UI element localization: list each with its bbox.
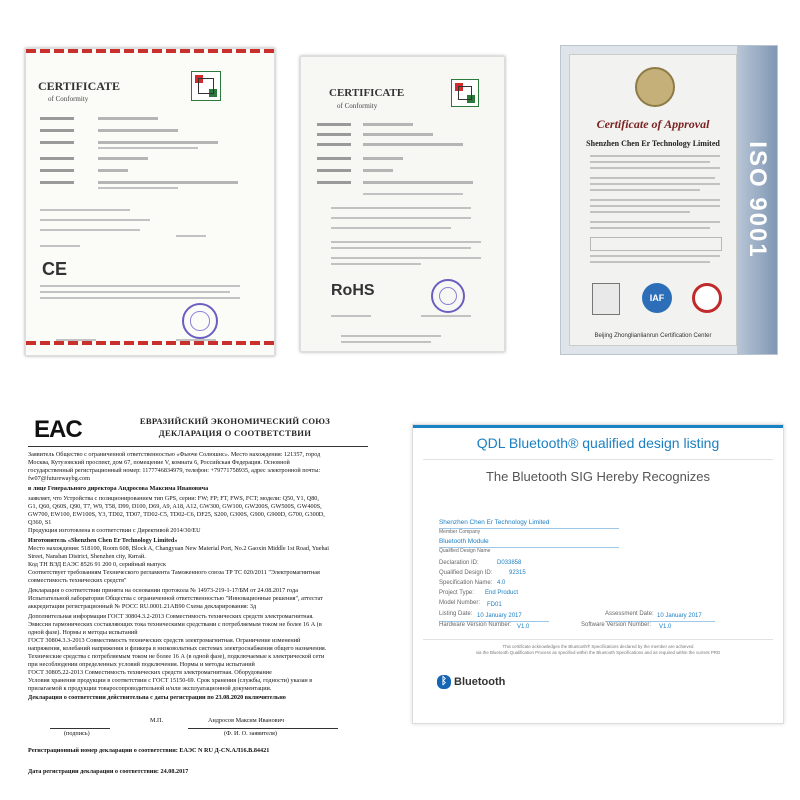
hardware-version-label: Hardware Version Number:: [439, 622, 512, 628]
declaration-line: Технические средства с потребляемым током не более 16 А (в одной фазе), подключаемые к электрической сети: [28, 653, 325, 660]
certificate-subtitle: of Conformity: [48, 95, 89, 103]
field-value: 92315: [509, 570, 526, 576]
footer-line: This certificate acknowledges the Bluetooth® Specifications declared by the member are achieved: [502, 644, 694, 649]
declaration-line: Условия хранения продукции в соответствии с ГОСТ 15150-69. Срок хранения (службы, годности) указан в: [28, 677, 313, 684]
declaration-line: Продукция изготовлена в соответствии с Директивой 2014/30/EU: [28, 527, 201, 534]
field-label: Declaration ID:: [439, 560, 479, 566]
declaration-line: Код ТН ВЭД ЕАЭС 8526 91 200 0, серийный выпуск: [28, 561, 167, 568]
software-version: V1.0: [659, 624, 672, 630]
declaration-line: Испытательной лаборатории Общества с ограниченной ответственностью "Инновационные решения", аттестат: [28, 595, 323, 602]
certification-body-icon: [592, 283, 620, 315]
certificate-title: Certificate of Approval: [596, 117, 710, 131]
qdl-title: QDL Bluetooth® qualified design listing: [476, 435, 720, 451]
top-stripe: [26, 49, 274, 53]
bottom-stripe: [26, 341, 274, 345]
ce-certificate-image: [25, 48, 275, 356]
iaf-badge: IAF: [642, 283, 672, 313]
declaration-line: fw07@futurewaybg.com: [28, 475, 90, 482]
rohs-certificate-image: [300, 56, 505, 352]
iso-certificate-image: [560, 45, 778, 355]
accreditation-badge: [692, 283, 722, 313]
ce-mark: CE: [42, 259, 68, 279]
declaration-line: при несоблюдении определенных условий подключения. Нормы и методы испытаний: [28, 661, 255, 668]
field-label: Project Type:: [439, 590, 474, 596]
assessment-date: 10 January 2017: [657, 613, 702, 619]
member-company-label: Member Company: [439, 529, 481, 535]
signature-label: (подпись): [64, 730, 90, 737]
rohs-mark: RoHS: [331, 282, 375, 299]
registration-date: Дата регистрации декларации о соответствии: 24.08.2017: [28, 768, 189, 775]
qdl-subtitle: The Bluetooth SIG Hereby Recognizes: [485, 469, 710, 484]
emblem-icon: [635, 67, 675, 107]
hardware-version: V1.0: [517, 624, 530, 630]
declaration-line: G1, Q60, Q60S, Q90, T7, W9, T58, D99, D100, D69, A9, A18, A12, GW300, GW100, GW200S, GW500S, GW400S,: [28, 503, 322, 510]
declaration-line: ГОСТ 30805.22-2013 Совместимость технических средств электромагнитная. Оборудование: [28, 669, 272, 676]
assessment-date-label: Assessment Date:: [605, 611, 654, 617]
union-title: ЕВРАЗИЙСКИЙ ЭКОНОМИЧЕСКИЙ СОЮЗ: [139, 416, 331, 426]
declaration-line: в лице Генерального директора Андросова Максима Ивановича: [28, 485, 209, 492]
certificate-title: CERTIFICATE: [329, 87, 405, 99]
declaration-line: совместимость технических средств": [28, 577, 127, 584]
certification-center: Beijing Zhonglianlianrun Certification Center: [594, 333, 712, 339]
declaration-line: напряжения, колебаний напряжения и фликера в низковольтных системах электроснабжения общего назначения.: [28, 645, 327, 652]
declaration-line: Дополнительная информация ГОСТ 30804.3.2-2013 Совместимость технических средств электромагнитная.: [28, 613, 314, 620]
declaration-line: Изготовитель «Shenzhen Chen Er Technology Limited»: [28, 537, 178, 544]
declaration-line: Москва, Кутузовский проспект, дом 67, помещение V, комната 6, Российская Федерация. Основной: [28, 459, 290, 466]
company-name: Shenzhen Chen Er Technology Limited: [586, 139, 720, 148]
software-version-label: Software Version Number:: [581, 622, 652, 628]
eac-declaration: [28, 398, 368, 798]
listing-date: 10 January 2017: [477, 613, 522, 619]
declaration-line: Street, Nanshan District, Shenzhen city, Китай.: [28, 553, 146, 560]
declaration-line: Q360, S1: [28, 519, 52, 526]
declaration-line: ГОСТ 30804.3.3-2013 Совместимость технических средств электромагнитная. Ограничение изменений: [28, 637, 301, 644]
declaration-line: GW700, EW100, EW100S, Y3, TD02, TD07, TD02-C5, TD02-C6, DF25, S200, G300S, G900, G900D, G700, G300D,: [28, 511, 325, 518]
design-name: Bluetooth Module: [439, 538, 489, 545]
declaration-line: Эмиссия гармонических составляющих тока техническими средствами с потребляемым током не более 16 А (в: [28, 621, 322, 628]
declaration-line: прилагаемой к продукции товаросопроводительной и/или эксплуатационной документации.: [28, 685, 272, 692]
iso-side-label: ISO 9001: [744, 141, 771, 259]
bluetooth-qdl-certificate: [412, 424, 784, 724]
declaration-line: аккредитации регистрационный № РОСС RU.0001.21АВ90 Схема декларирования: 3д: [28, 603, 257, 610]
field-value: FD01: [487, 602, 502, 608]
bluetooth-icon: ᛒ: [437, 675, 451, 689]
declaration-line: Соответствует требованиям Технического регламента Таможенного союза ТР ТС 020/2011 "Электромагнитная: [28, 569, 320, 576]
member-company: Shenzhen Chen Er Technology Limited: [439, 519, 550, 526]
certificate-title: CERTIFICATE: [38, 79, 121, 93]
design-name-label: Qualified Design Name: [439, 548, 491, 554]
field-value: 4.0: [497, 580, 506, 586]
field-value: D033858: [497, 560, 522, 566]
field-label: Specification Name:: [439, 580, 493, 586]
applicant-name: Андросов Максим Иванович: [208, 717, 285, 724]
declaration-line: заявляет, что Устройства с позиционированием тип GPS, серии: FW; FP; FT, FWS, FCT; модели: Q50, Y1, Q80,: [28, 495, 319, 502]
declaration-line: Декларация о соответствии действительна с даты регистрации по 23.08.2020 включительно: [28, 694, 286, 701]
eac-logo: EAC: [34, 416, 82, 443]
registration-number: Регистрационный номер декларации о соответствии: ЕАЭС N RU Д-CN.АЛ16.В.84421: [28, 747, 270, 754]
declaration-line: одной фазе). Нормы и методы испытаний: [28, 629, 138, 636]
field-value: End Product: [485, 590, 519, 596]
official-stamp: [431, 279, 465, 313]
bluetooth-logo-text: Bluetooth: [454, 675, 506, 688]
name-label: (Ф. И. О. заявителя): [224, 730, 277, 737]
listing-date-label: Listing Date:: [439, 611, 473, 617]
certificate-subtitle: of Conformity: [337, 102, 378, 110]
official-stamp: [182, 303, 218, 339]
certification-logo: [451, 79, 479, 107]
field-label: Qualified Design ID:: [439, 570, 493, 576]
footer-line: via the Bluetooth Qualification Process as specified within the Bluetooth Specifications and as required within the current PRD: [475, 650, 721, 655]
declaration-line: Декларация о соответствии принята на основании протокола № 14973-219-1-17/БМ от 24.08.2017 года: [28, 587, 298, 594]
declaration-line: Место нахождения: 518100, Room 608, Block A, Changyuan New Material Port, No.2 Gaoxin Middle 1st Road, Yuehai: [28, 545, 330, 552]
declaration-title: ДЕКЛАРАЦИЯ О СООТВЕТСТВИИ: [158, 428, 312, 438]
certification-logo: [191, 71, 221, 101]
declaration-line: Заявитель Общество с ограниченной ответственностью «Фьюче Солюшнс». Место нахождения: 121357, город: [28, 451, 321, 458]
seal-placeholder: М.П.: [150, 717, 164, 724]
declaration-line: государственный регистрационный номер: 1177746834979, телефон: +79771758935, адрес электронной почты:: [28, 467, 321, 474]
certificate-footer: [413, 644, 783, 656]
field-label: Model Number:: [439, 600, 481, 606]
bluetooth-logo: [437, 675, 505, 689]
